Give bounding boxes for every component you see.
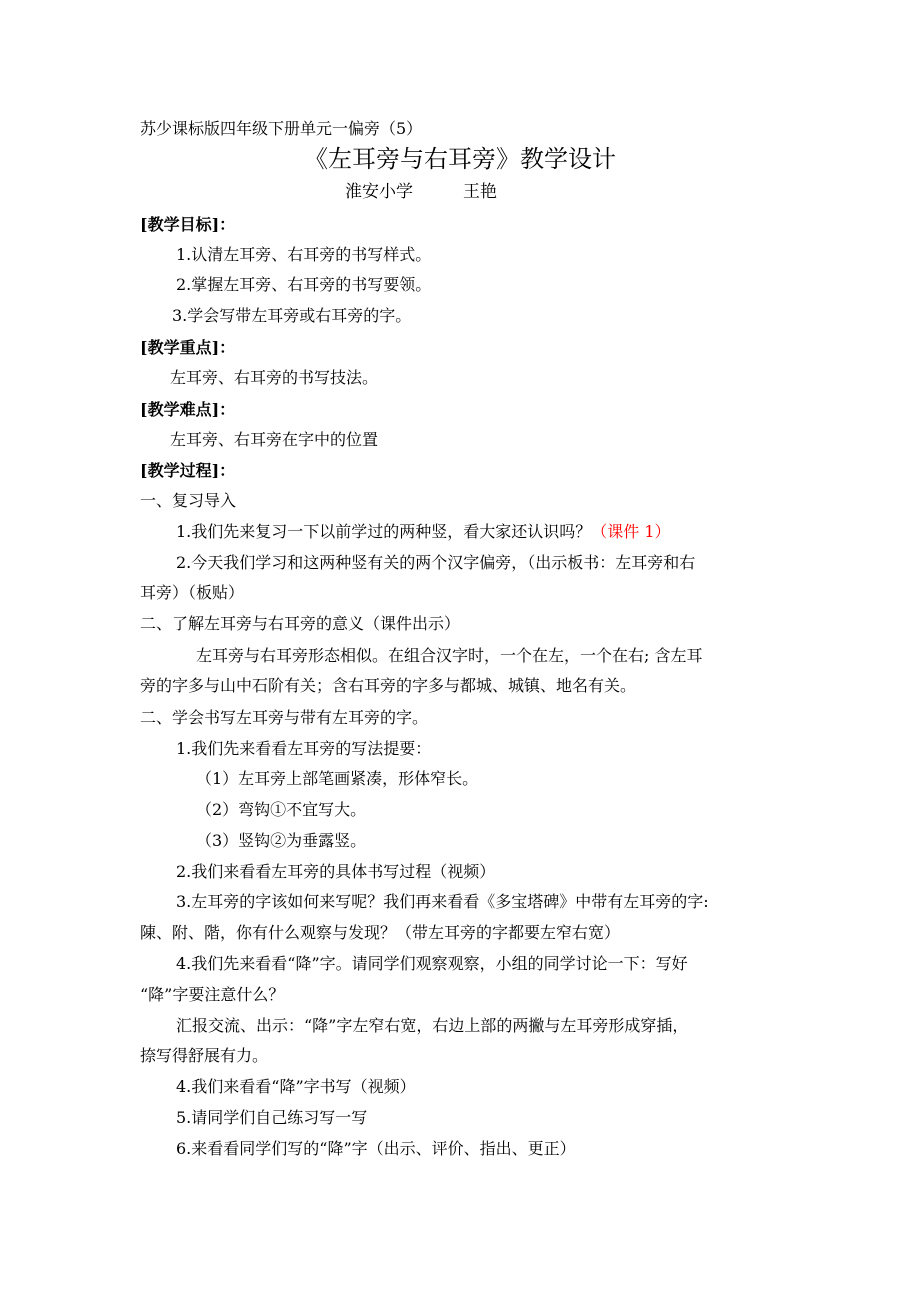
process-line: 4.我们先来看看“降”字。请同学们观察观察，小组的同学讨论一下：写好 xyxy=(176,954,688,973)
process-heading: [教学过程]： xyxy=(140,461,236,480)
key-text: 左耳旁、右耳旁的书写技法。 xyxy=(170,368,379,387)
process-line: 旁的字多与山中石阶有关；含右耳旁的字多与都城、城镇、地名有关。 xyxy=(140,676,637,695)
document-title: 《左耳旁与右耳旁》教学设计 xyxy=(304,145,616,173)
goal-item: 3.学会写带左耳旁或右耳旁的字。 xyxy=(172,306,412,325)
goals-heading: [教学目标]： xyxy=(140,215,236,234)
process-line: 5.请同学们自己练习写一写 xyxy=(176,1108,368,1127)
process-line: 3.左耳旁的字该如何来写呢？我们再来看看《多宝塔碑》中带有左耳旁的字: xyxy=(176,892,709,911)
process-line: 左耳旁与右耳旁形态相似。在组合汉字时，一个在左，一个在右; 含左耳 xyxy=(196,646,703,665)
process-line: 陳、附、階，你有什么观察与发现？（带左耳旁的字都要左窄右宽） xyxy=(140,923,621,942)
process-line: 捺写得舒展有力。 xyxy=(140,1046,269,1065)
school-name: 淮安小学 xyxy=(345,182,413,202)
process-subitem: （3）竖钩②为垂露竖。 xyxy=(196,831,367,850)
courseware-note: （课件 1） xyxy=(591,522,671,541)
process-line: “降”字要注意什么？ xyxy=(140,985,285,1004)
byline xyxy=(345,182,497,202)
series-label: 苏少课标版四年级下册单元一偏旁（5） xyxy=(140,119,423,138)
key-heading: [教学重点]： xyxy=(140,338,236,357)
process-text: 1.我们先来复习一下以前学过的两种竖，看大家还认识吗？ xyxy=(176,522,592,541)
part1-title: 一、复习导入 xyxy=(140,491,237,510)
process-line: 2.我们来看看左耳旁的具体书写过程（视频） xyxy=(176,862,496,881)
process-line: 1.我们先来看看左耳旁的写法提要： xyxy=(176,739,432,758)
process-subitem: （2）弯钩①不宜写大。 xyxy=(196,800,367,819)
process-line: 耳旁）（板贴） xyxy=(140,583,245,602)
part3-title: 二、学会书写左耳旁与带有左耳旁的字。 xyxy=(140,708,429,727)
process-line: 汇报交流、出示：“降”字左窄右宽，右边上部的两撇与左耳旁形成穿插， xyxy=(176,1016,689,1035)
goal-item: 1.认清左耳旁、右耳旁的书写样式。 xyxy=(176,245,432,264)
difficulty-text: 左耳旁、右耳旁在字中的位置 xyxy=(170,430,379,449)
author-name: 王艳 xyxy=(463,182,497,202)
process-line: 2.今天我们学习和这两种竖有关的两个汉字偏旁，（出示板书：左耳旁和右 xyxy=(176,553,696,572)
goal-item: 2.掌握左耳旁、右耳旁的书写要领。 xyxy=(176,275,432,294)
difficulty-heading: [教学难点]： xyxy=(140,400,236,419)
process-subitem: （1）左耳旁上部笔画紧凑，形体窄长。 xyxy=(196,769,479,788)
process-line xyxy=(176,522,671,542)
part2-title: 二、了解左耳旁与右耳旁的意义（课件出示） xyxy=(140,614,461,633)
process-line: 6.来看看同学们写的“降”字（出示、评价、指出、更正） xyxy=(176,1139,576,1158)
process-line: 4.我们来看看“降”字书写（视频） xyxy=(176,1077,416,1096)
